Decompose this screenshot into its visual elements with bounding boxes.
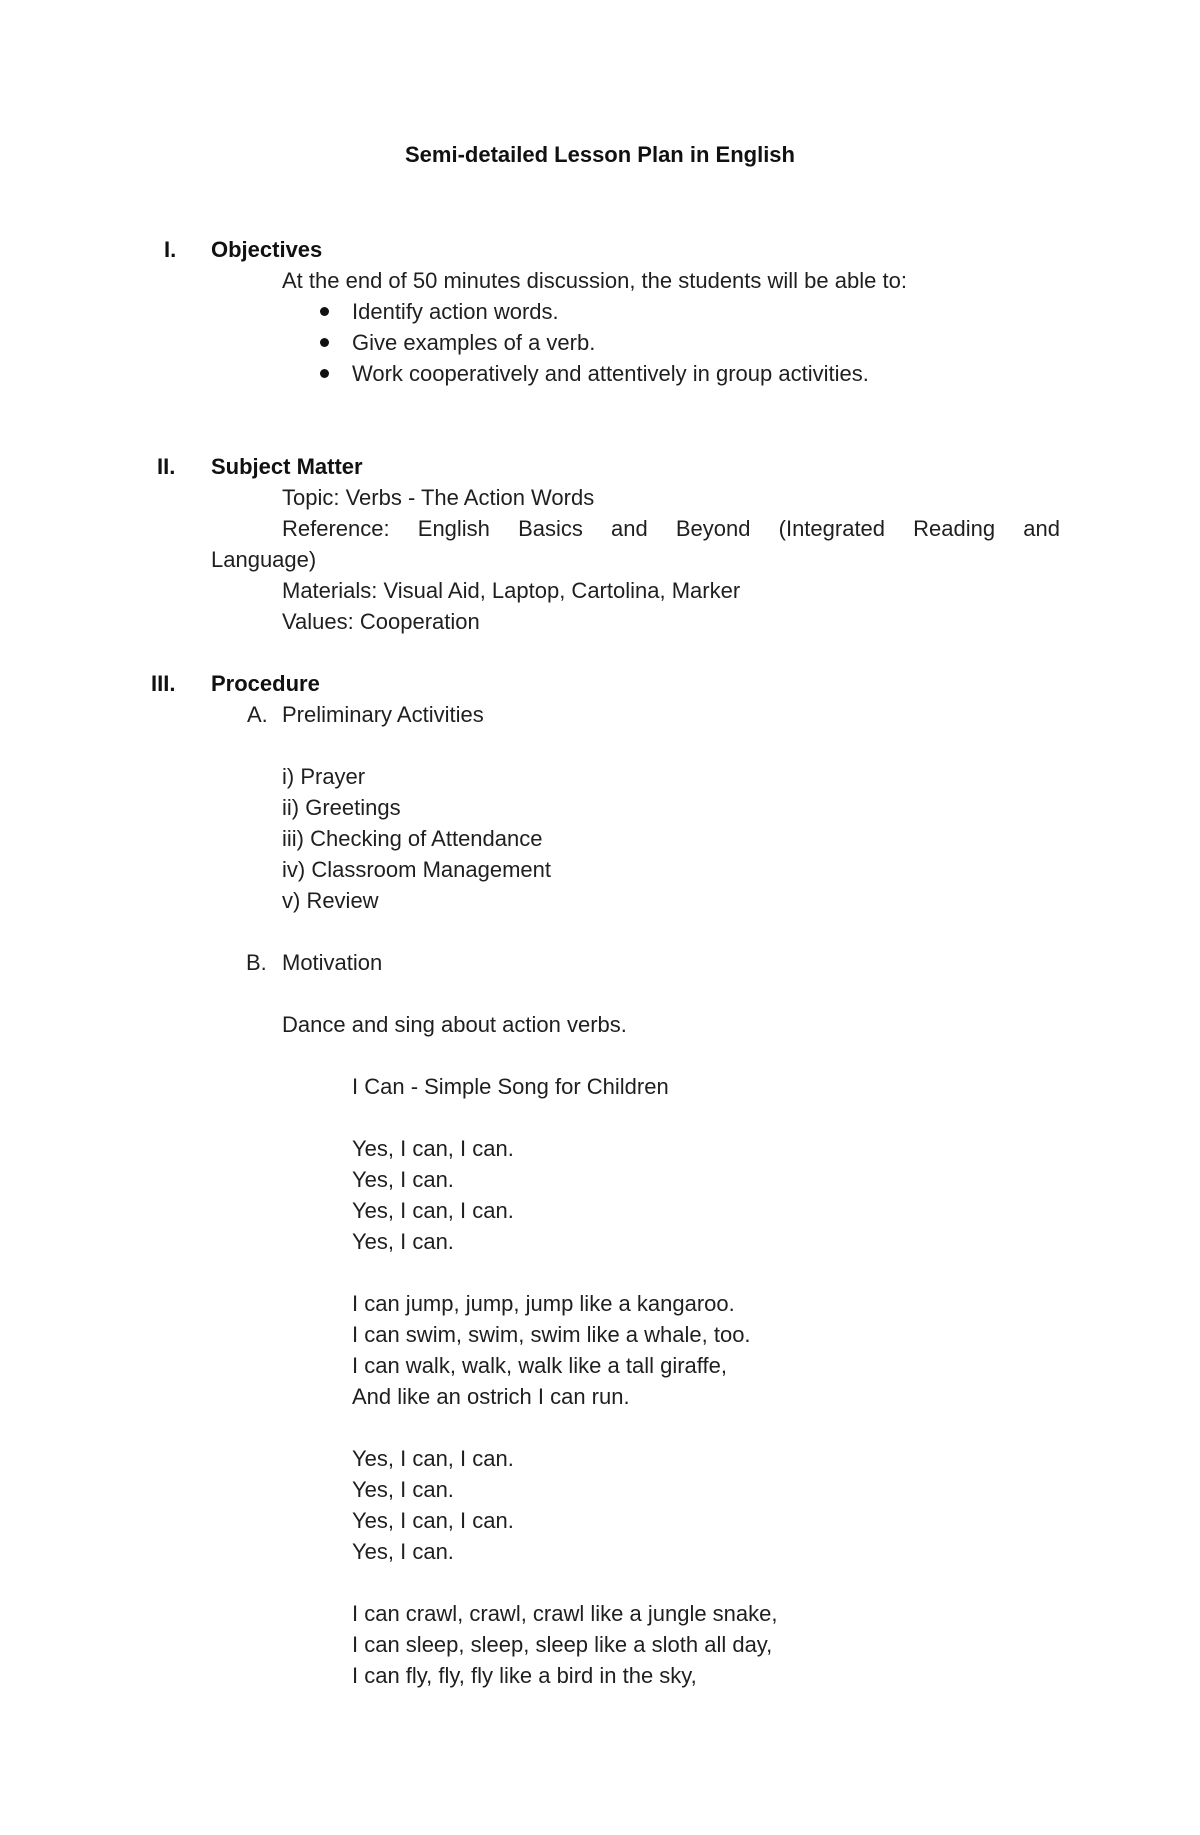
subsection-label-preliminary: Preliminary Activities [282,702,484,727]
reference-word: Reference: [282,516,390,541]
subject-materials: Materials: Visual Aid, Laptop, Cartolina, Marker [282,578,741,603]
song-line: Yes, I can. [352,1167,454,1192]
bullet-icon [320,369,329,378]
section-heading-subject-matter: Subject Matter [211,454,363,479]
song-line: I can jump, jump, jump like a kangaroo. [352,1291,735,1316]
song-line: Yes, I can, I can. [352,1446,514,1471]
song-line: I can swim, swim, swim like a whale, too. [352,1322,751,1347]
reference-word: (Integrated [778,516,886,541]
subject-topic: Topic: Verbs - The Action Words [282,485,595,510]
song-line: I can fly, fly, fly like a bird in the sky, [352,1663,697,1688]
objective-bullet: Work cooperatively and attentively in group activities. [352,361,869,386]
reference-word: and [1023,516,1060,541]
preliminary-item: v) Review [282,888,379,913]
song-line: I can sleep, sleep, sleep like a sloth all day, [352,1632,773,1657]
song-line: Yes, I can, I can. [352,1198,514,1223]
preliminary-item: ii) Greetings [282,795,401,820]
bullet-icon [320,338,329,347]
subsection-letter-a: A. [247,702,268,727]
objective-bullet: Give examples of a verb. [352,330,596,355]
subject-reference [282,513,1060,544]
song-line: I can crawl, crawl, crawl like a jungle snake, [352,1601,778,1626]
section-heading-objectives: Objectives [211,237,323,262]
motivation-instruction: Dance and sing about action verbs. [282,1012,627,1037]
song-line: And like an ostrich I can run. [352,1384,630,1409]
objectives-intro: At the end of 50 minutes discussion, the students will be able to: [282,268,907,293]
section-numeral-procedure: III. [151,671,176,696]
reference-word: Basics [518,516,583,541]
subject-values: Values: Cooperation [282,609,480,634]
song-line: Yes, I can. [352,1477,454,1502]
reference-word: English [417,516,490,541]
reference-word: Reading [913,516,996,541]
preliminary-item: i) Prayer [282,764,366,789]
reference-word: Beyond [675,516,751,541]
song-line: Yes, I can. [352,1229,454,1254]
objective-bullet: Identify action words. [352,299,559,324]
document-title: Semi-detailed Lesson Plan in English [405,142,795,167]
subject-reference-continued: Language) [211,547,317,572]
subsection-letter-b: B. [246,950,267,975]
section-numeral-objectives: I. [164,237,177,262]
song-line: Yes, I can, I can. [352,1508,514,1533]
song-line: Yes, I can. [352,1539,454,1564]
bullet-icon [320,307,329,316]
section-numeral-subject-matter: II. [157,454,176,479]
reference-word: and [611,516,648,541]
song-line: I can walk, walk, walk like a tall giraffe, [352,1353,727,1378]
preliminary-item: iii) Checking of Attendance [282,826,543,851]
preliminary-item: iv) Classroom Management [282,857,551,882]
song-title: I Can - Simple Song for Children [352,1074,669,1099]
section-heading-procedure: Procedure [211,671,320,696]
subsection-label-motivation: Motivation [282,950,383,975]
song-line: Yes, I can, I can. [352,1136,514,1161]
